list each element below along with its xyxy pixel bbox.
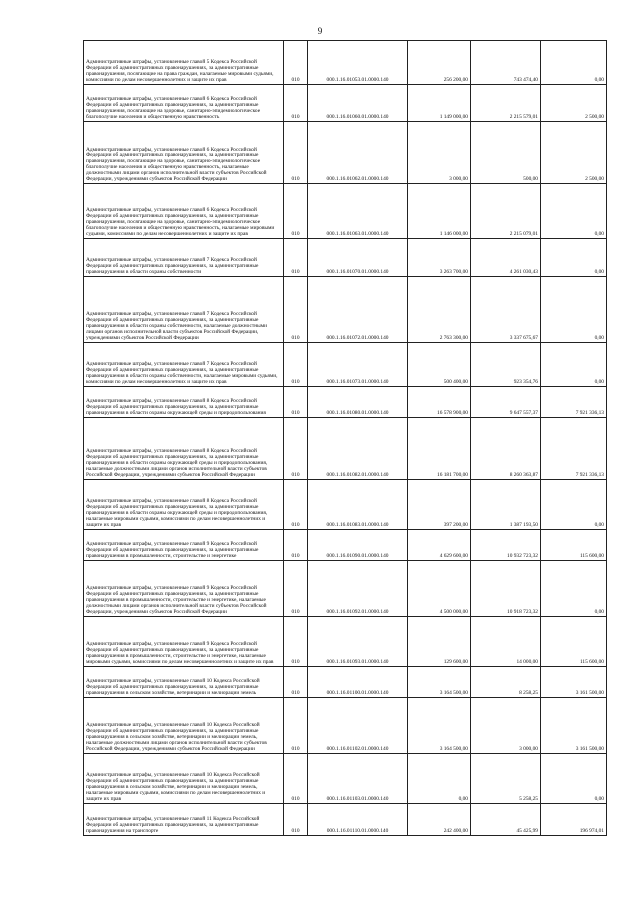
row-name-cell: Административные штрафы, установленные главой 7 Кодекса Российской Федерации об административных правонарушениях, за административные правонарушения в области охраны собственности, налагаемые должностными лицами органов исполнительной власти субъектов Российской Федерации, учреждениями субъектов Российской Федерации [84,277,284,343]
row-actual-cell: 10 918 723,32 [471,561,541,617]
row-plan-cell: 129 600,00 [408,617,471,667]
table-row [84,122,607,184]
row-actual-cell: 8 258,25 [471,667,541,698]
row-plan-cell: 4 629 600,00 [408,530,471,561]
row-kbk-cell: 000.1.16.01083.01.0000.140 [308,480,408,530]
table-row [84,277,607,343]
row-actual-cell: 3 000,00 [471,698,541,754]
row-code-cell: 010 [284,698,308,754]
row-kbk-cell: 000.1.16.01053.01.0000.140 [308,41,408,85]
row-code-cell: 010 [284,530,308,561]
row-code-cell: 010 [284,343,308,387]
row-code-cell: 010 [284,804,308,836]
row-remainder-cell: 7 921 336,13 [541,387,607,418]
row-remainder-cell: 0,00 [541,343,607,387]
row-name-cell: Административные штрафы, установленные главой 8 Кодекса Российской Федерации об административных правонарушениях, за административные правонарушения в области охраны окружающей среды и природопользования [84,387,284,418]
row-remainder-cell: 196 974,01 [541,804,607,836]
row-actual-cell: 8 260 363,87 [471,418,541,480]
row-plan-cell: 242 400,00 [408,804,471,836]
table-body [84,41,607,836]
row-remainder-cell: 0,00 [541,184,607,239]
row-name-cell: Административные штрафы, установленные главой 7 Кодекса Российской Федерации об административных правонарушениях, за административные правонарушения в области охраны собственности, налагаемые мировыми судьями, комиссиями по делам несовершеннолетних и защите их прав [84,343,284,387]
row-name-cell: Административные штрафы, установленные главой 7 Кодекса Российской Федерации об административных правонарушениях, за административные правонарушения в области охраны собственности [84,239,284,277]
page-number: 9 [317,26,323,36]
row-actual-cell: 923 354,76 [471,343,541,387]
row-kbk-cell: 000.1.16.01060.01.0000.140 [308,85,408,122]
row-remainder-cell: 0,00 [541,41,607,85]
revenue-table [83,40,607,836]
row-name-cell: Административные штрафы, установленные главой 6 Кодекса Российской Федерации об административных правонарушениях, за административные правонарушения, посягающие на здоровье, санитарно-эпидемиологическое благополучие населения и общественную нравственность [84,85,284,122]
row-name-cell: Административные штрафы, установленные главой 11 Кодекса Российской Федерации об административных правонарушениях, за административные правонарушения на транспорте [84,804,284,836]
row-plan-cell: 500 400,00 [408,343,471,387]
row-kbk-cell: 000.1.16.01100.01.0000.140 [308,667,408,698]
row-actual-cell: 45 425,99 [471,804,541,836]
table-row [84,617,607,667]
row-kbk-cell: 000.1.16.01082.01.0000.140 [308,418,408,480]
row-kbk-cell: 000.1.16.01072.01.0000.140 [308,277,408,343]
row-remainder-cell: 115 600,00 [541,530,607,561]
table-row [84,239,607,277]
row-plan-cell: 3 263 700,00 [408,239,471,277]
row-actual-cell: 5 258,25 [471,754,541,804]
row-actual-cell: 1 387 193,50 [471,480,541,530]
table-row [84,667,607,698]
row-actual-cell: 10 932 723,32 [471,530,541,561]
row-code-cell: 010 [284,617,308,667]
row-plan-cell: 1 146 000,00 [408,184,471,239]
row-code-cell: 010 [284,561,308,617]
row-remainder-cell: 0,00 [541,277,607,343]
row-code-cell: 010 [284,184,308,239]
table-row [84,418,607,480]
row-actual-cell: 4 261 030,43 [471,239,541,277]
row-name-cell: Административные штрафы, установленные главой 10 Кодекса Российской Федерации об административных правонарушениях, за административные правонарушения в сельском хозяйстве, ветеринарии и мелиорации земель, налагаемые мировыми судьями, комиссиями по делам несовершеннолетних и защите их прав [84,754,284,804]
row-name-cell: Административные штрафы, установленные главой 6 Кодекса Российской Федерации об административных правонарушениях, за административные правонарушения, посягающие на здоровье, санитарно-эпидемиологическое благополучие населения и общественную нравственность, налагаемые должностными лицами органов исполнительной власти субъектов Российской Федерации, учреждениями субъектов Российской Федерации [84,122,284,184]
row-actual-cell: 3 337 675,67 [471,277,541,343]
row-remainder-cell: 7 921 336,13 [541,418,607,480]
row-code-cell: 010 [284,667,308,698]
row-name-cell: Административные штрафы, установленные главой 8 Кодекса Российской Федерации об административных правонарушениях, за административные правонарушения в области охраны окружающей среды и природопользования, налагаемые должностными лицами органов исполнительной власти субъектов Российской Федерации, учреждениями субъектов Российской Федерации [84,418,284,480]
row-plan-cell: 256 200,00 [408,41,471,85]
row-code-cell: 010 [284,85,308,122]
row-kbk-cell: 000.1.16.01090.01.0000.140 [308,530,408,561]
row-kbk-cell: 000.1.16.01063.01.0000.140 [308,184,408,239]
row-actual-cell: 500,00 [471,122,541,184]
table-row [84,480,607,530]
table-row [84,184,607,239]
row-plan-cell: 397 200,00 [408,480,471,530]
table-row [84,561,607,617]
row-code-cell: 010 [284,418,308,480]
row-remainder-cell: 0,00 [541,239,607,277]
row-remainder-cell: 0,00 [541,754,607,804]
row-actual-cell: 9 647 557,37 [471,387,541,418]
row-name-cell: Административные штрафы, установленные главой 8 Кодекса Российской Федерации об административных правонарушениях, за административные правонарушения в области охраны окружающей среды и природопользования, налагаемые мировыми судьями, комиссиями по делам несовершеннолетних и защите их прав [84,480,284,530]
row-code-cell: 010 [284,239,308,277]
row-plan-cell: 3 164 500,00 [408,698,471,754]
row-kbk-cell: 000.1.16.01062.01.0000.140 [308,122,408,184]
row-kbk-cell: 000.1.16.01103.01.0000.140 [308,754,408,804]
row-plan-cell: 4 500 000,00 [408,561,471,617]
table-row [84,41,607,85]
row-actual-cell: 2 215 579,01 [471,85,541,122]
row-code-cell: 010 [284,480,308,530]
row-remainder-cell: 3 161 500,00 [541,698,607,754]
table-row [84,754,607,804]
table-row [84,85,607,122]
row-kbk-cell: 000.1.16.01073.01.0000.140 [308,343,408,387]
row-code-cell: 010 [284,277,308,343]
row-actual-cell: 2 215 079,01 [471,184,541,239]
row-code-cell: 010 [284,754,308,804]
row-remainder-cell: 0,00 [541,480,607,530]
table-row [84,387,607,418]
row-plan-cell: 0,00 [408,754,471,804]
row-name-cell: Административные штрафы, установленные главой 10 Кодекса Российской Федерации об административных правонарушениях, за административные правонарушения в сельском хозяйстве, ветеринарии и мелиорации земель [84,667,284,698]
row-kbk-cell: 000.1.16.01070.01.0000.140 [308,239,408,277]
row-remainder-cell: 0,00 [541,561,607,617]
row-kbk-cell: 000.1.16.01102.01.0000.140 [308,698,408,754]
row-kbk-cell: 000.1.16.01080.01.0000.140 [308,387,408,418]
row-name-cell: Административные штрафы, установленные главой 10 Кодекса Российской Федерации об административных правонарушениях, за административные правонарушения в сельском хозяйстве, ветеринарии и мелиорации земель, налагаемые должностными лицами органов исполнительной власти субъектов Российской Федерации, учреждениями субъектов Российской Федерации [84,698,284,754]
row-name-cell: Административные штрафы, установленные главой 9 Кодекса Российской Федерации об административных правонарушениях, за административные правонарушения в промышленности, строительстве и энергетике [84,530,284,561]
row-kbk-cell: 000.1.16.01093.01.0000.140 [308,617,408,667]
row-code-cell: 010 [284,122,308,184]
row-actual-cell: 14 000,00 [471,617,541,667]
row-plan-cell: 1 149 000,00 [408,85,471,122]
table-row [84,698,607,754]
table-row [84,343,607,387]
row-kbk-cell: 000.1.16.01092.01.0000.140 [308,561,408,617]
row-remainder-cell: 3 161 500,00 [541,667,607,698]
row-name-cell: Административные штрафы, установленные главой 5 Кодекса Российской Федерации об административных правонарушениях, за административные правонарушения, посягающие на права граждан, налагаемые мировыми судьями, комиссиями по делам несовершеннолетних и защите их прав [84,41,284,85]
row-name-cell: Административные штрафы, установленные главой 9 Кодекса Российской Федерации об административных правонарушениях, за административные правонарушения в промышленности, строительстве и энергетике, налагаемые мировыми судьями, комиссиями по делам несовершеннолетних и защите их прав [84,617,284,667]
table-row [84,804,607,836]
row-plan-cell: 16 181 700,00 [408,418,471,480]
row-remainder-cell: 2 500,00 [541,85,607,122]
row-code-cell: 010 [284,41,308,85]
row-name-cell: Административные штрафы, установленные главой 9 Кодекса Российской Федерации об административных правонарушениях, за административные правонарушения в промышленности, строительстве и энергетике, налагаемые должностными лицами органов исполнительной власти субъектов Российской Федерации, учреждениями субъектов Российской Федерации [84,561,284,617]
row-plan-cell: 3 164 500,00 [408,667,471,698]
row-remainder-cell: 115 600,00 [541,617,607,667]
row-plan-cell: 16 578 900,00 [408,387,471,418]
row-plan-cell: 2 763 300,00 [408,277,471,343]
row-actual-cell: 743 474,40 [471,41,541,85]
row-name-cell: Административные штрафы, установленные главой 6 Кодекса Российской Федерации об административных правонарушениях, за административные правонарушения, посягающие на здоровье, санитарно-эпидемиологическое благополучие населения и общественную нравственность, налагаемые мировыми судьями, комиссиями по делам несовершеннолетних и защите их прав [84,184,284,239]
row-code-cell: 010 [284,387,308,418]
row-kbk-cell: 000.1.16.01110.01.0000.140 [308,804,408,836]
row-plan-cell: 3 000,00 [408,122,471,184]
table-row [84,530,607,561]
row-remainder-cell: 2 500,00 [541,122,607,184]
